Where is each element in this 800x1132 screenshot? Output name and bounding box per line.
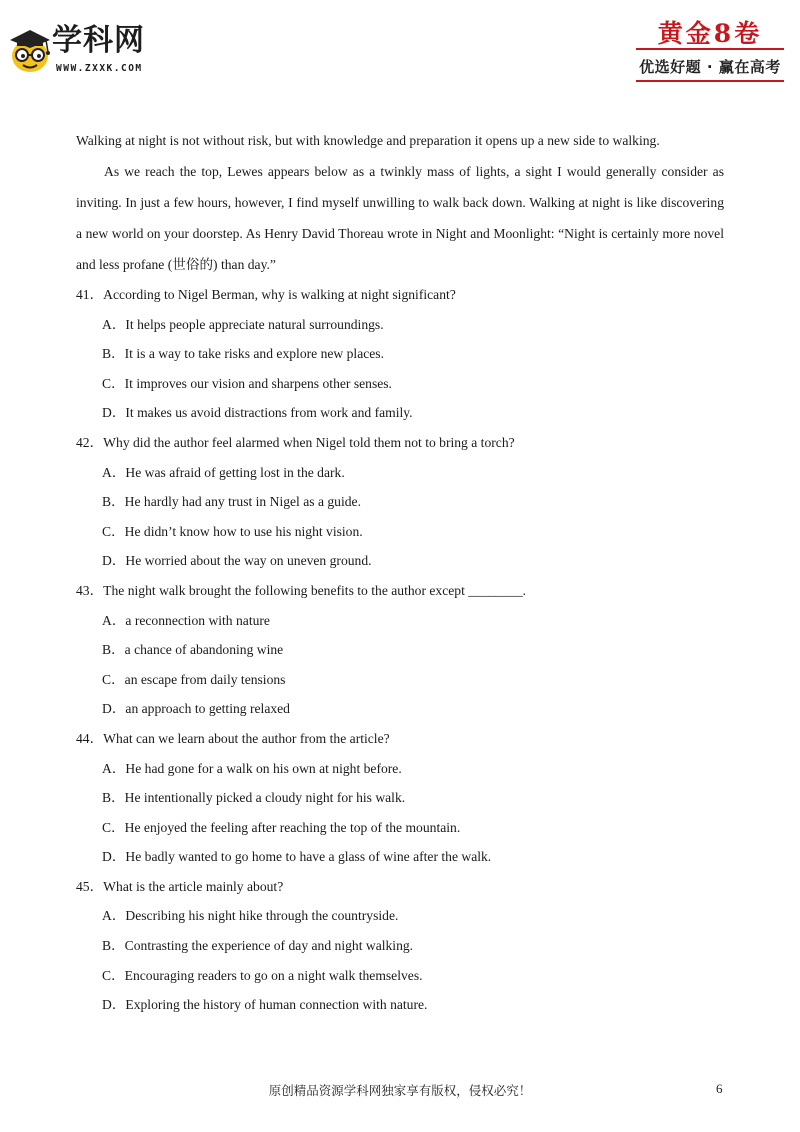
question-stem: 42．Why did the author feel alarmed when Nigel told them not to bring a torch? [76, 434, 515, 450]
question-42 [76, 428, 724, 576]
page-header [0, 0, 800, 90]
passage-paragraph: Walking at night is not without risk, but with knowledge and preparation it opens up a new side to walking. [76, 133, 660, 148]
answer-option: D．It makes us avoid distractions from work and family. [102, 405, 413, 421]
answer-option: C．He enjoyed the feeling after reaching the top of the mountain. [102, 819, 461, 835]
mascot-logo-icon [8, 26, 52, 74]
question-stem: 45．What is the article mainly about? [76, 878, 284, 894]
answer-option: C．It improves our vision and sharpens other senses. [102, 375, 392, 391]
question-stem: 41．According to Nigel Berman, why is walking at night significant? [76, 287, 456, 302]
answer-option: B．He intentionally picked a cloudy night for his walk. [102, 790, 406, 806]
logo-url: WWW.ZXXK.COM [56, 63, 143, 74]
answer-option: C．He didn’t know how to use his night vision. [102, 523, 363, 539]
exam-series-title: 黄金8卷 [657, 19, 763, 48]
answer-option: A．a reconnection with nature [102, 612, 270, 628]
copyright-footer: 原创精品资源学科网独家享有版权，侵权必究！ [268, 1083, 532, 1098]
header-divider [636, 48, 784, 50]
answer-option: C．Encouraging readers to go on a night walk themselves. [102, 967, 423, 983]
answer-option: A．It helps people appreciate natural surroundings. [102, 316, 384, 332]
header-divider [636, 80, 784, 82]
answer-option: C．an escape from daily tensions [102, 671, 286, 687]
passage-paragraph: As we reach the top, Lewes appears below as a twinkly mass of lights, a sight I would generally consider as inviting. In just a few hours, however, I find myself unwilling to walk back down. Walking at night is like discovering a new world on your doorstep. As Henry David Thoreau wrote in Night and Moonlight: “Night is certainly more novel and less profane (世俗的) than day.” [76, 164, 724, 272]
answer-option: A．He had gone for a walk on his own at night before. [102, 760, 402, 776]
question-stem: 43．The night walk brought the following benefits to the author except ________. [76, 582, 527, 598]
question-stem: 44．What can we learn about the author from the article? [76, 730, 390, 746]
question-44 [76, 724, 724, 872]
answer-option: A．Describing his night hike through the countryside. [102, 908, 399, 924]
logo-text: 学科网 [52, 23, 145, 58]
answer-option: B．Contrasting the experience of day and night walking. [102, 938, 414, 954]
answer-option: A．He was afraid of getting lost in the dark. [102, 464, 345, 480]
answer-option: D．Exploring the history of human connection with nature. [102, 997, 428, 1013]
question-45 [76, 872, 724, 1020]
page-number: 6 [716, 1081, 723, 1096]
answer-option: D．He worried about the way on uneven ground. [102, 553, 372, 569]
header-slogan: 优选好题 · 赢在高考 [639, 58, 781, 76]
page-content [76, 125, 724, 1020]
answer-option: D．He badly wanted to go home to have a glass of wine after the walk. [102, 849, 492, 865]
answer-option: B．It is a way to take risks and explore new places. [102, 346, 384, 362]
answer-option: B．a chance of abandoning wine [102, 642, 284, 658]
question-41 [76, 280, 724, 428]
answer-option: D．an approach to getting relaxed [102, 701, 290, 717]
answer-option: B．He hardly had any trust in Nigel as a guide. [102, 494, 361, 510]
question-43 [76, 576, 724, 724]
